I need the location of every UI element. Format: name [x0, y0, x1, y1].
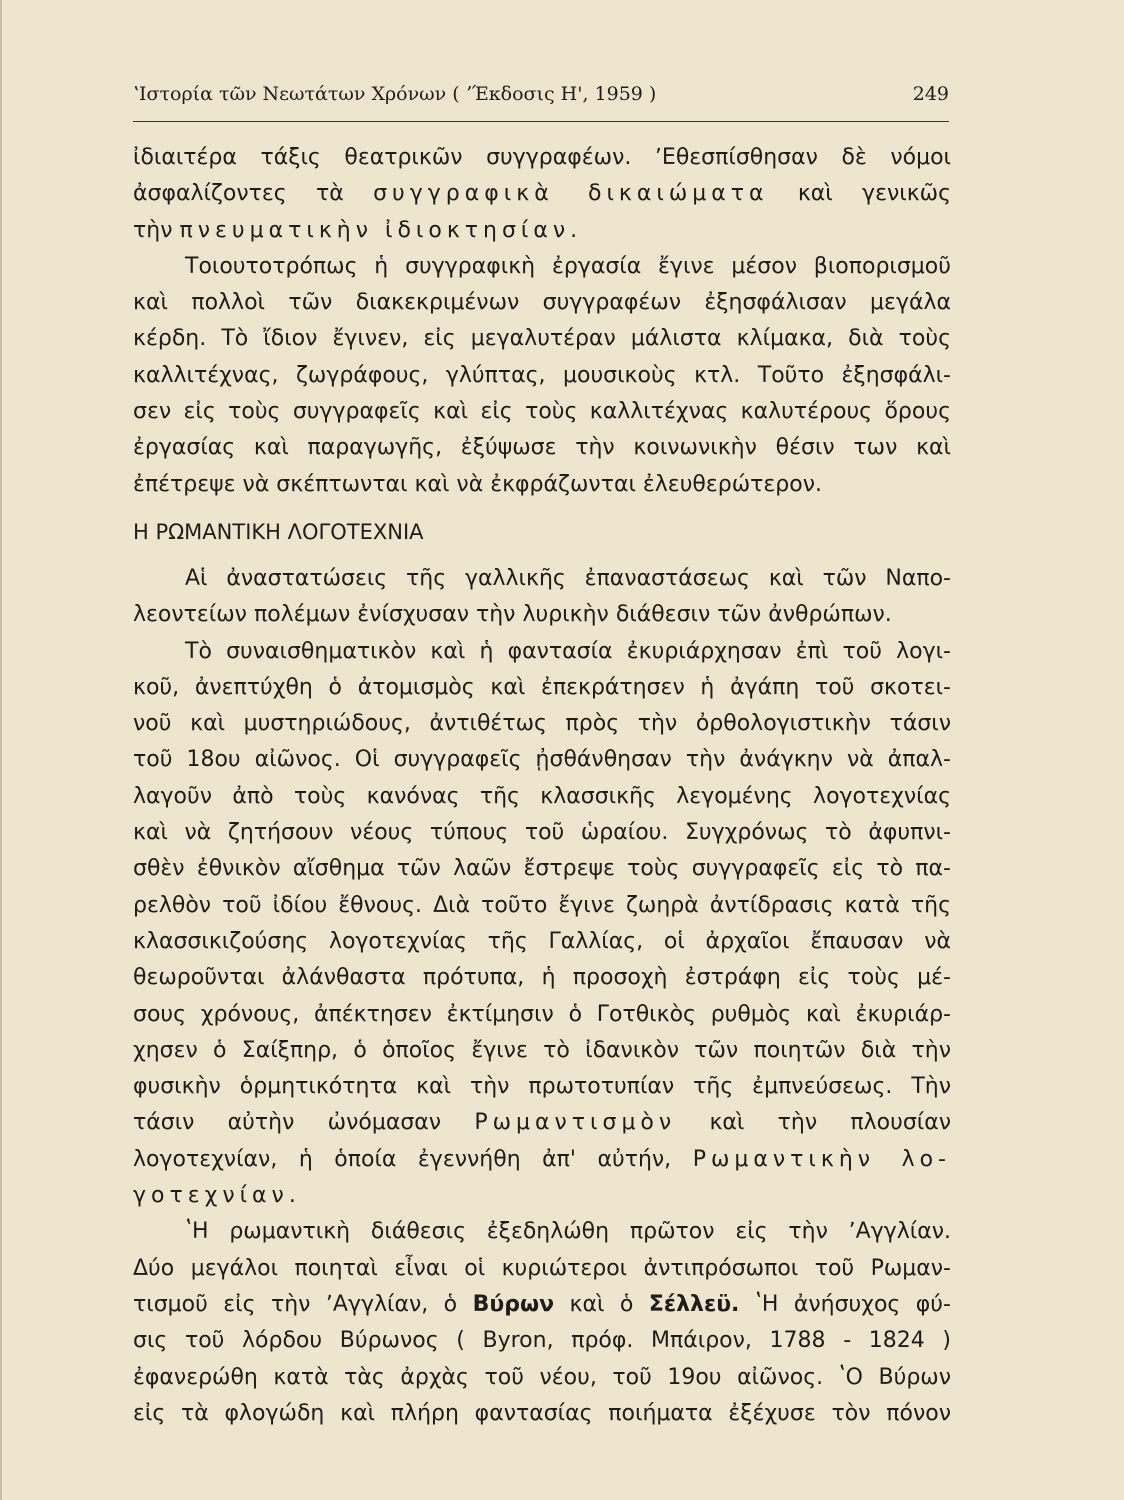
text-line: λογοτεχνίαν, ἡ ὁποία ἐγεννήθη ἀπ' αὐτήν, Ρωμαντικὴν λο-	[133, 1146, 951, 1172]
text-line: σθὲν ἐθνικὸν αἴσθημα τῶν λαῶν ἔστρεψε τοὺς συγγραφεῖς εἰς τὸ πα-	[133, 856, 951, 882]
text-line: φυσικὴν ὁρμητικότητα καὶ τὴν πρωτοτυπίαν τῆς ἐμπνεύσεως. Τὴν	[133, 1074, 951, 1100]
paragraph-start: Τὸ συναισθηματικὸν καὶ ἡ φαντασία ἐκυριάρχησαν ἐπὶ τοῦ λογι-	[185, 638, 951, 664]
text-line: θεωροῦνται ἀλάνθαστα πρότυπα, ἡ προσοχὴ ἐστράφη εἰς τοὺς μέ-	[133, 965, 951, 991]
text-line: σους χρόνους, ἀπέκτησεν ἐκτίμησιν ὁ Γοτθικὸς ρυθμὸς καὶ ἐκυριάρ-	[133, 1001, 951, 1027]
spaced-term: πνευματικὴν ἰδιοκτησίαν.	[179, 217, 583, 243]
bold-name: Σέλλεϋ.	[648, 1291, 740, 1317]
page-edge	[0, 0, 2, 1500]
spaced-term: Ρωμαντικὴν λο-	[692, 1146, 951, 1172]
text-line: καλλιτέχνας, ζωγράφους, γλύπτας, μουσικοὺς κτλ. Τοῦτο ἐξησφάλι-	[133, 362, 951, 388]
text-line: κέρδη. Τὸ ἴδιον ἔγινεν, εἰς μεγαλυτέραν μάλιστα κλίμακα, διὰ τοὺς	[133, 326, 951, 352]
header-title: ʽΙστορία τῶν Νεωτάτων Χρόνων ( ʼΈκδοσις Η', 1959 )	[133, 83, 657, 105]
paragraph-start: Αἱ ἀναστατώσεις τῆς γαλλικῆς ἐπαναστάσεως καὶ τῶν Ναπο-	[185, 565, 951, 591]
spaced-term: Ρωμαντισμὸν	[474, 1110, 677, 1136]
body-text	[133, 140, 951, 1432]
text-line: ἐργασίας καὶ παραγωγῆς, ἐξύψωσε τὴν κοινωνικὴν θέσιν των καὶ	[133, 435, 951, 461]
text-line: ρελθὸν τοῦ ἰδίου ἔθνους. Διὰ τοῦτο ἔγινε ζωηρὰ ἀντίδρασις κατὰ τῆς	[133, 892, 951, 918]
paragraph-start: ʽΗ ρωμαντικὴ διάθεσις ἐξεδηλώθη πρῶτον εἰς τὴν ʼΑγγλίαν.	[185, 1219, 951, 1245]
text-line: γοτεχνίαν.	[133, 1183, 301, 1209]
section-heading: Η ΡΩΜΑΝΤΙΚΗ ΛΟΓΟΤΕΧΝΙΑ	[133, 519, 424, 544]
page-number: 249	[912, 83, 949, 105]
text-line: καὶ νὰ ζητήσουν νέους τύπους τοῦ ὡραίου. Συγχρόνως τὸ ἀφυπνι-	[133, 820, 951, 846]
paragraph-start: Τοιουτοτρόπως ἡ συγγραφικὴ ἐργασία ἔγινε μέσον βιοπορισμοῦ	[185, 253, 951, 279]
text-line: Δύο μεγάλοι ποιηταὶ εἶναι οἱ κυριώτεροι ἀντιπρόσωποι τοῦ Ρωμαν-	[133, 1255, 951, 1281]
text-line: σεν εἰς τοὺς συγγραφεῖς καὶ εἰς τοὺς καλλιτέχνας καλυτέρους ὅρους	[133, 399, 951, 425]
text-line: ἀσφαλίζοντες τὰ συγγραφικὰ δικαιώματα καὶ γενικῶς	[133, 181, 952, 207]
bold-name: Βύρων	[472, 1291, 555, 1317]
text-line: κοῦ, ἀνεπτύχθη ὁ ἀτομισμὸς καὶ ἐπεκράτησεν ἡ ἀγάπη τοῦ σκοτει-	[133, 674, 951, 700]
spaced-term: συγγραφικὰ δικαιώματα	[373, 181, 769, 207]
text-line: ἐφανερώθη κατὰ τὰς ἀρχὰς τοῦ νέου, τοῦ 19ου αἰῶνος. ʽΟ Βύρων	[133, 1364, 951, 1390]
text-line: ἐπέτρεψε νὰ σκέπτωνται καὶ νὰ ἐκφράζωνται ἐλευθερώτερον.	[133, 471, 823, 497]
text-line: τάσιν αὐτὴν ὠνόμασαν Ρωμαντισμὸν καὶ τὴν πλουσίαν	[133, 1110, 951, 1136]
text-line: κλασσικιζούσης λογοτεχνίας τῆς Γαλλίας, οἱ ἀρχαῖοι ἔπαυσαν νὰ	[133, 928, 951, 954]
text-line: καὶ πολλοὶ τῶν διακεκριμένων συγγραφέων ἐξησφάλισαν μεγάλα	[133, 290, 951, 316]
text-line: εἰς τὰ φλογώδη καὶ πλήρη φαντασίας ποιήματα ἐξέχυσε τὸν πόνον	[133, 1400, 951, 1426]
text-line: χησεν ὁ Σαίξπηρ, ὁ ὁποῖος ἔγινε τὸ ἰδανικὸν τῶν ποιητῶν διὰ τὴν	[133, 1037, 951, 1063]
running-header	[133, 83, 949, 113]
text-line: τοῦ 18ου αἰῶνος. Οἱ συγγραφεῖς ᾐσθάνθησαν τὴν ἀνάγκην νὰ ἀπαλ-	[133, 747, 951, 773]
text-line: νοῦ καὶ μυστηριώδους, ἀντιθέτως πρὸς τὴν ὀρθολογιστικὴν τάσιν	[133, 711, 951, 737]
header-rule	[133, 121, 949, 122]
text-line: λαγοῦν ἀπὸ τοὺς κανόνας τῆς κλασσικῆς λεγομένης λογοτεχνίας	[133, 783, 951, 809]
text-line: σις τοῦ λόρδου Βύρωνος ( Byron, πρόφ. Μπάιρον, 1788 - 1824 )	[133, 1328, 951, 1354]
text-line: τισμοῦ εἰς τὴν ʼΑγγλίαν, ὁ Βύρων καὶ ὁ Σέλλεϋ. ʽΗ ἀνήσυχος φύ-	[133, 1291, 951, 1317]
text-line: λεοντείων πολέμων ἐνίσχυσαν τὴν λυρικὴν διάθεσιν τῶν ἀνθρώπων.	[133, 602, 892, 628]
text-line: ἰδιαιτέρα τάξις θεατρικῶν συγγραφέων. ʼΕθεσπίσθησαν δὲ νόμοι	[133, 145, 951, 170]
text-line: τὴν πνευματικὴν ἰδιοκτησίαν.	[133, 217, 583, 243]
